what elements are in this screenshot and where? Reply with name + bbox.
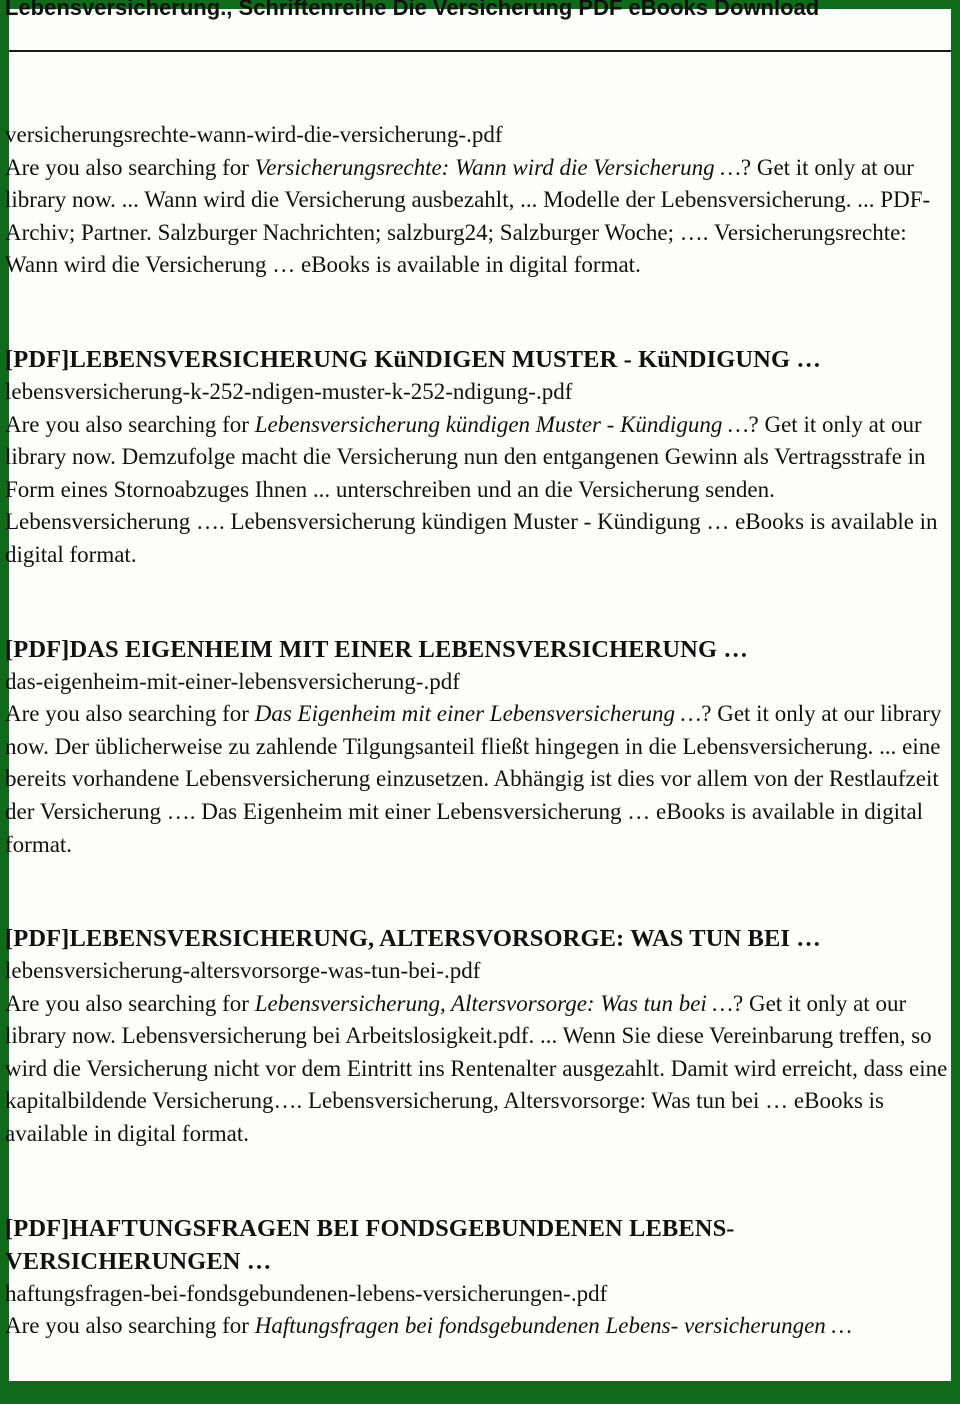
result-filename[interactable]: versicherungsrechte-wann-wird-die-versicherung-.pdf [5,122,503,147]
result-entry [5,1212,955,1343]
header-divider [9,50,951,52]
result-description: Are you also searching for Haftungsfragen bei fondsgebundenen Lebens- versicherungen … [5,1313,852,1339]
result-title[interactable]: [PDF]DAS EIGENHEIM MIT EINER LEBENSVERSICHERUNG … [5,635,748,663]
document-page [5,0,951,1381]
result-entry [5,633,955,862]
result-description: Are you also searching for Versicherungsrechte: Wann wird die Versicherung …? Get it only at our library now. ... Wann wird die Versicherung ausbezahlt, ... Modelle der Lebensversicherung. ... PDF-Archiv; Partner. Salzburger Nachrichten; salzburg24; Salzburger Woche; …. Versicherungsrechte: Wann wird die Versicherung … eBooks is available in digital format. [5,154,931,278]
page-header-title: Lebensversicherung., Schriftenreihe Die Versicherung PDF eBooks Download [5,0,820,20]
result-title[interactable]: [PDF]HAFTUNGSFRAGEN BEI FONDSGEBUNDENEN LEBENS-VERSICHERUNGEN … [5,1214,735,1275]
result-description: Are you also searching for Das Eigenheim mit einer Lebensversicherung …? Get it only at our library now. Der üblicherweise zu zahlende Tilgungsanteil fließt hingegen in die Lebensversicherung. ... eine bereits vorhandene Lebensversicherung einzusetzen. Abhängig ist dies vor allem von der Restlaufzeit der Versicherung …. Das Eigenheim mit einer Lebensversicherung … eBooks is available in digital format. [5,701,942,857]
result-filename[interactable]: lebensversicherung-altersvorsorge-was-tun-bei-.pdf [5,958,481,984]
results-list [5,119,955,1404]
result-title[interactable]: [PDF]LEBENSVERSICHERUNG, ALTERSVORSORGE: WAS TUN BEI … [5,925,821,953]
result-filename[interactable]: das-eigenheim-mit-einer-lebensversicherung-.pdf [5,668,460,694]
result-title[interactable]: [PDF]LEBENSVERSICHERUNG KüNDIGEN MUSTER - KüNDIGUNG … [5,345,821,373]
result-entry [5,343,955,572]
result-filename[interactable]: lebensversicherung-k-252-ndigen-muster-k-252-ndigung-.pdf [5,378,573,404]
result-description: Are you also searching for Lebensversicherung, Altersvorsorge: Was tun bei …? Get it only at our library now. Lebensversicherung bei Arbeitslosigkeit.pdf. ... Wenn Sie diese Vereinbarung treffen, so wird die Versicherung nicht vor dem Eintritt ins Rentenalter ausgezahlt. Damit wird erreicht, dass eine kapitalbildende Versicherung…. Lebensversicherung, Altersvorsorge: Was tun bei … eBooks is available in digital format. [5,990,948,1147]
result-entry [5,922,955,1151]
result-entry [5,119,955,282]
result-description: Are you also searching for Lebensversicherung kündigen Muster - Kündigung …? Get it only at our library now. Demzufolge macht die Versicherung nun den entgangenen Gewinn als Vertragsstrafe in Form eines Stornoabzuges Ihnen ... unterschreiben und an die Versicherung senden. Lebensversicherung …. Lebensversicherung kündigen Muster - Kündigung … eBooks is available in digital format. [5,411,938,567]
result-filename[interactable]: haftungsfragen-bei-fondsgebundenen-lebens-versicherungen-.pdf [5,1280,608,1306]
